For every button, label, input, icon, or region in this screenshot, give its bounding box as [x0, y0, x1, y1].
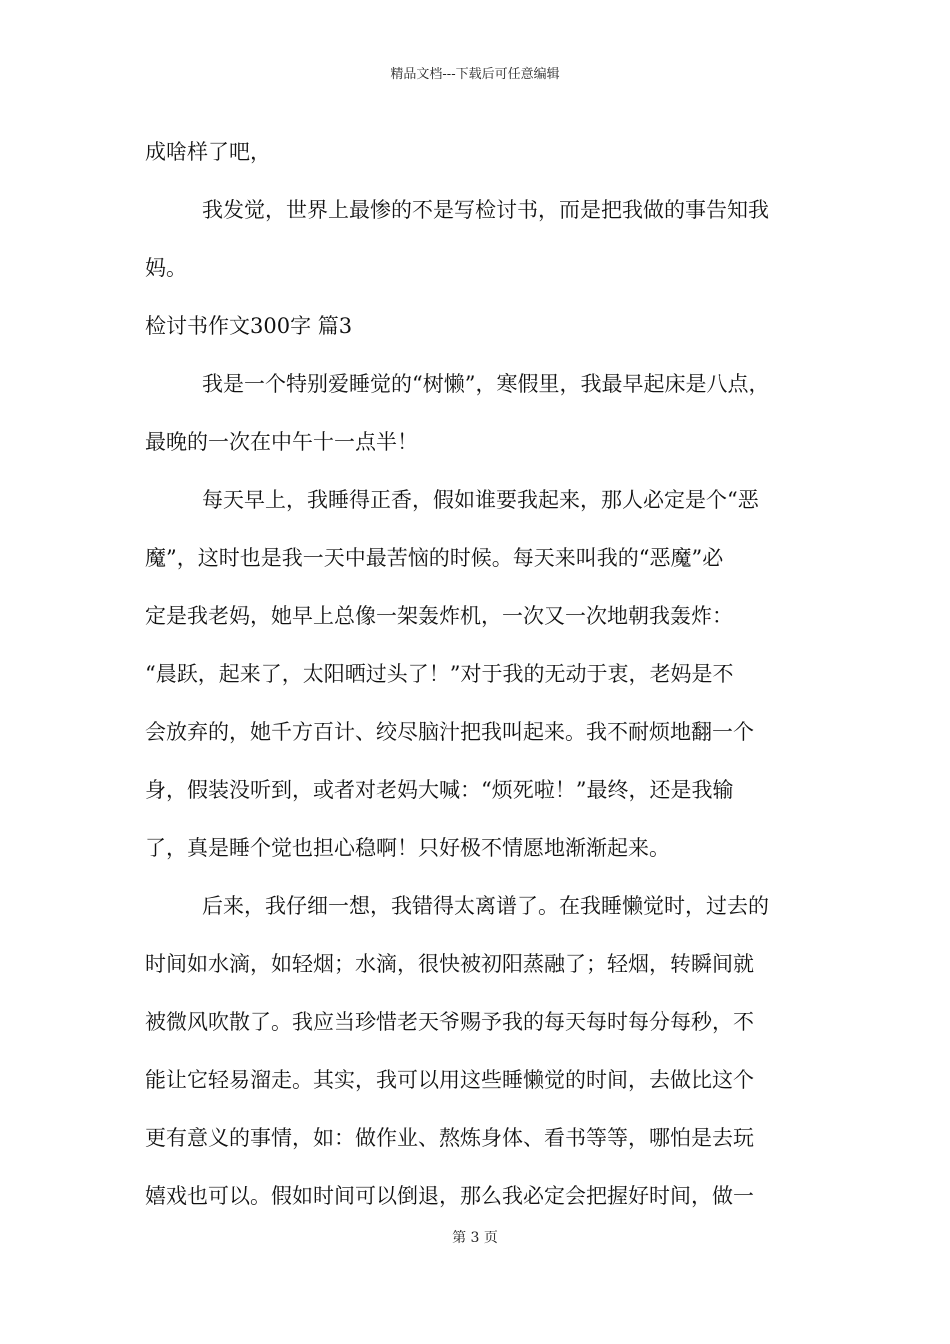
text-line: 被微风吹散了。我应当珍惜老天爷赐予我的每天每时每分每秒，不	[145, 1010, 754, 1034]
text-line: 定是我老妈，她早上总像一架轰炸机，一次又一次地朝我轰炸：	[145, 604, 733, 628]
text-line: 成啥样了吧，	[145, 140, 271, 164]
paragraph-first-line: 我发觉，世界上最惨的不是写检讨书，而是把我做的事告知我	[202, 198, 769, 222]
text-line: 时间如水滴，如轻烟；水滴，很快被初阳蒸融了；轻烟，转瞬间就	[145, 952, 754, 976]
paragraph-first-line: 我是一个特别爱睡觉的“树懒”，寒假里，我最早起床是八点，	[202, 372, 770, 396]
paragraph-first-line: 每天早上，我睡得正香，假如谁要我起来，那人必定是个“恶	[202, 488, 759, 512]
page-header: 精品文档---下载后可任意编辑	[390, 67, 560, 82]
paragraph-first-line: 后来，我仔细一想，我错得太离谱了。在我睡懒觉时，过去的	[202, 894, 769, 918]
text-line: “晨跃，起来了，太阳晒过头了！”对于我的无动于衷，老妈是不	[145, 662, 734, 686]
text-line: 更有意义的事情，如：做作业、熬炼身体、看书等等，哪怕是去玩	[145, 1126, 754, 1150]
text-line: 妈。	[145, 256, 187, 280]
section-heading: 检讨书作文300字 篇3	[145, 314, 353, 338]
text-line: 身，假装没听到，或者对老妈大喊：“烦死啦！”最终，还是我输	[145, 778, 734, 802]
text-line: 魔”，这时也是我一天中最苦恼的时候。每天来叫我的“恶魔”必	[145, 546, 724, 570]
text-line: 会放弃的，她千方百计、绞尽脑汁把我叫起来。我不耐烦地翻一个	[145, 720, 754, 744]
text-line: 了，真是睡个觉也担心稳啊！只好极不情愿地渐渐起来。	[145, 836, 670, 860]
text-line: 能让它轻易溜走。其实，我可以用这些睡懒觉的时间，去做比这个	[145, 1068, 754, 1092]
text-line: 最晚的一次在中午十一点半！	[145, 430, 418, 454]
document-body	[145, 132, 810, 1234]
text-line: 嬉戏也可以。假如时间可以倒退，那么我必定会把握好时间，做一	[145, 1184, 754, 1208]
page-number: 第 3 页	[452, 1230, 498, 1246]
